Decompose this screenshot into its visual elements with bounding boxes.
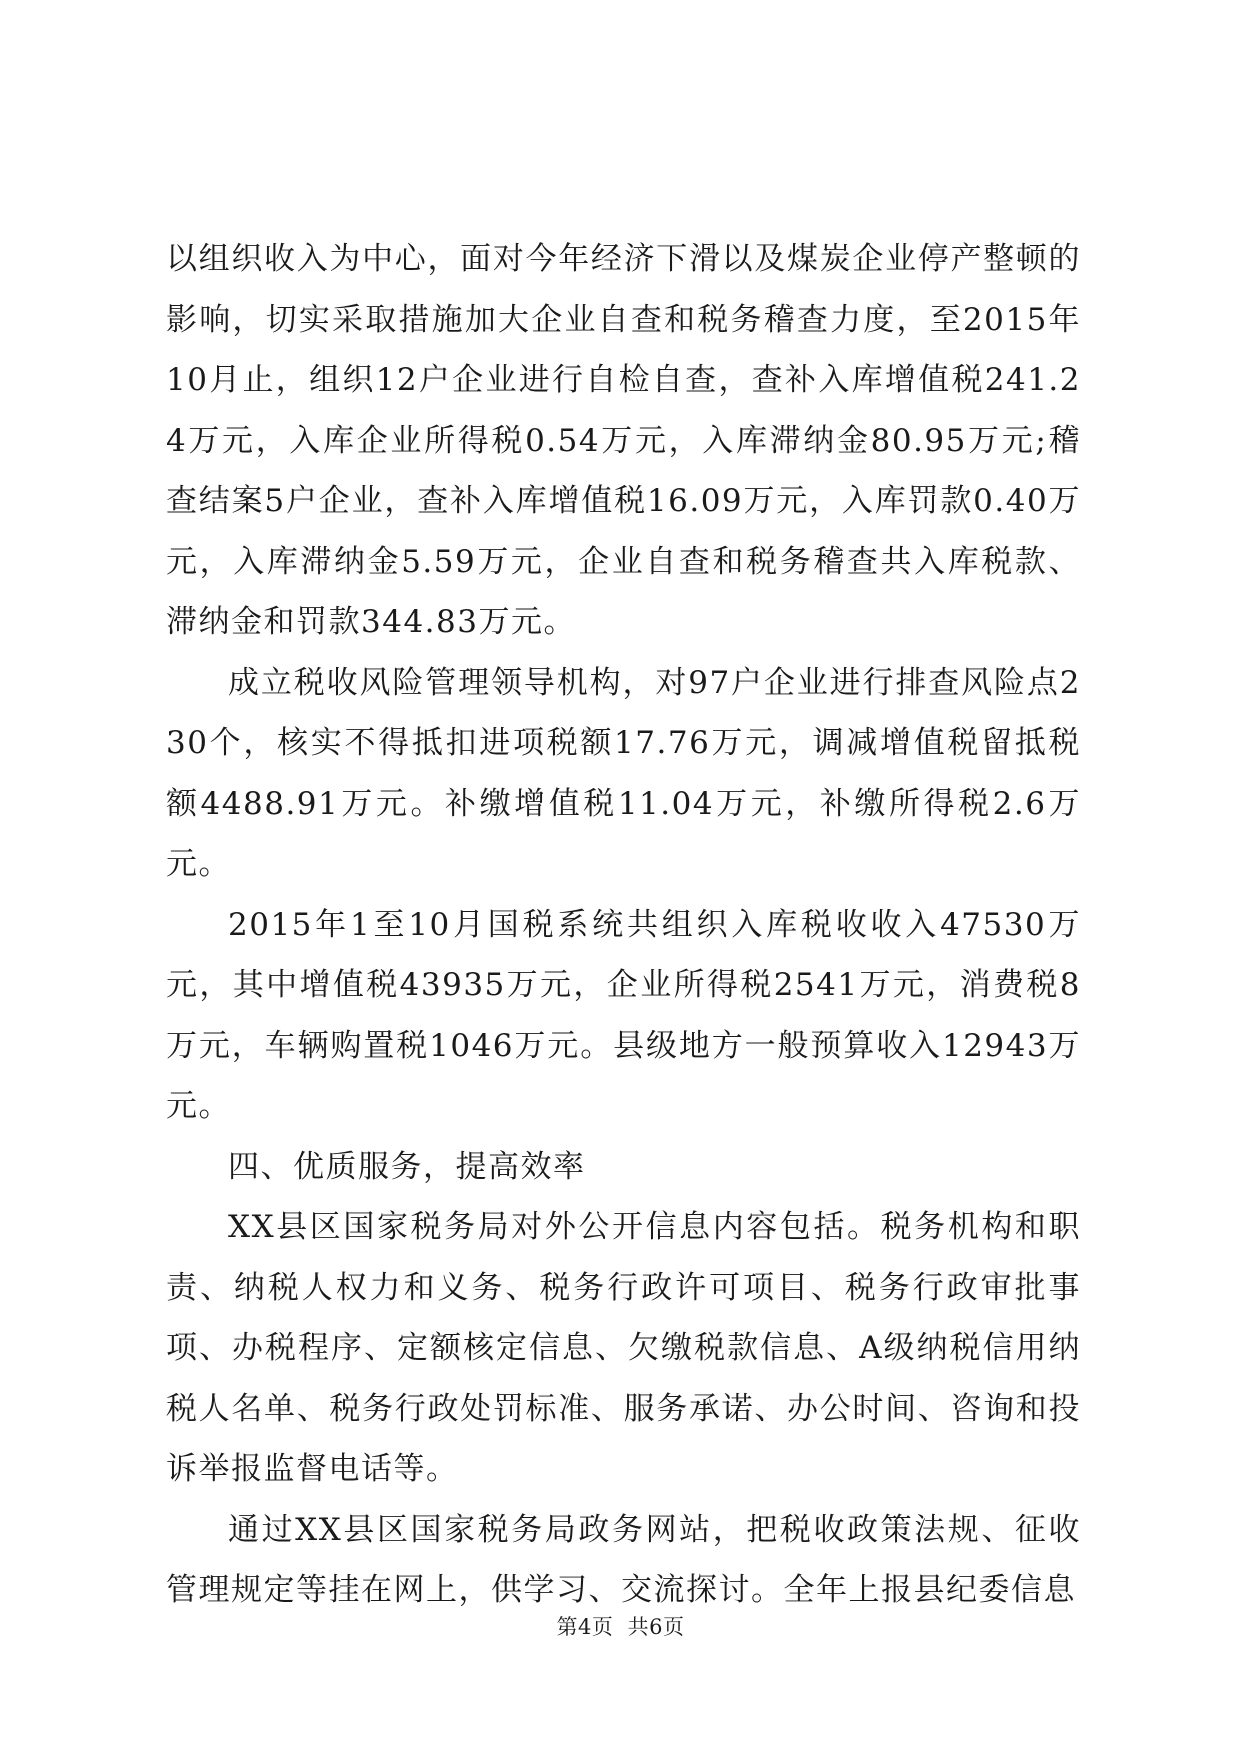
body-text [166,229,1081,1621]
paragraph-tax-revenue: 2015年1至10月国税系统共组织入库税收收入47530万元，其中增值税43935万元，企业所得税2541万元，消费税8万元，车辆购置税1046万元。县级地方一般预算收入12943万元。 [166,906,1081,1124]
paragraph-tax-audit: 以组织收入为中心，面对今年经济下滑以及煤炭企业停产整顿的影响，切实采取措施加大企业自查和税务稽查力度，至2015年10月止，组织12户企业进行自检自查，查补入库增值税241.24万元，入库企业所得税0.54万元，入库滞纳金80.95万元;稽查结案5户企业，查补入库增值税16.09万元，入库罚款0.40万元，入库滞纳金5.59万元，企业自查和税务稽查共入库税款、滞纳金和罚款344.83万元。 [166,241,1081,640]
paragraph-risk-management: 成立税收风险管理领导机构，对97户企业进行排查风险点230个，核实不得抵扣进项税额17.76万元，调减增值税留抵税额4488.91万元。补缴增值税11.04万元，补缴所得税2.6万元。 [166,664,1081,882]
section-heading-quality-service: 四、优质服务，提高效率 [228,1148,586,1185]
paragraph-public-information: XX县区国家税务局对外公开信息内容包括。税务机构和职责、纳税人权力和义务、税务行政许可项目、税务行政审批事项、办税程序、定额核定信息、欠缴税款信息、A级纳税信用纳税人名单、税务行政处罚标准、服务承诺、办公时间、咨询和投诉举报监督电话等。 [166,1209,1081,1487]
page-number: 第4页 共6页 [556,1615,685,1639]
paragraph-government-website: 通过XX县区国家税务局政务网站，把税收政策法规、征收管理规定等挂在网上，供学习、交流探讨。全年上报县纪委信息 [166,1511,1081,1608]
page-footer [0,1611,1241,1641]
